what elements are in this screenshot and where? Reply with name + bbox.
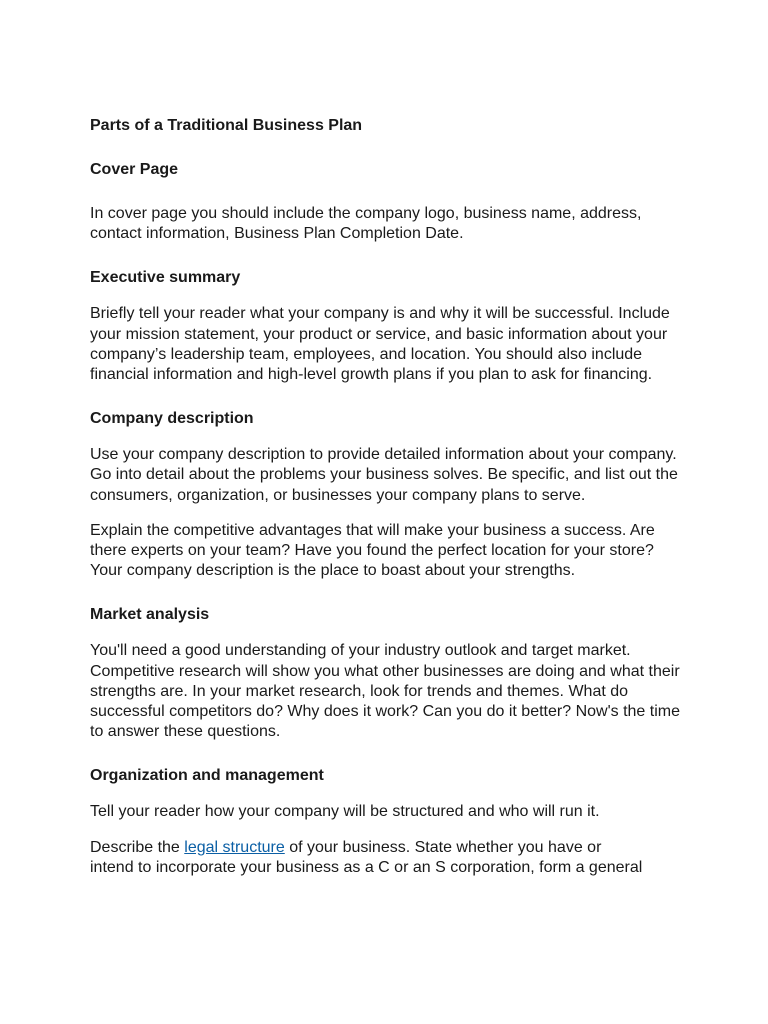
heading-market-analysis: Market analysis bbox=[90, 606, 210, 624]
legal-structure-link[interactable]: legal structure bbox=[184, 838, 285, 856]
paragraph-market-analysis: You'll need a good understanding of your industry outlook and target market. Competitive research will show you what other businesses are doing and what their strengths are. In your market research, look for trends and themes. What do successful competitors do? Why does it work? Can you do it better? Now's the time to answer these questions. bbox=[90, 642, 680, 741]
document-title: Parts of a Traditional Business Plan bbox=[90, 117, 363, 134]
paragraph-organization-2-start: Describe the bbox=[90, 838, 185, 856]
heading-cover-page: Cover Page bbox=[90, 161, 179, 178]
document-body bbox=[90, 116, 682, 878]
paragraph-executive-summary: Briefly tell your reader what your company is and why it will be successful. Include your mission statement, your product or service, and basic information about your company’s leadership team, employees, and location. You should also include financial information and high-level growth plans if you plan to ask for financing. bbox=[90, 305, 670, 384]
heading-organization-management: Organization and management bbox=[90, 767, 324, 785]
paragraph-organization-2 bbox=[90, 838, 682, 878]
paragraph-organization-2-line1-end: of your business. State whether you have or bbox=[284, 838, 602, 856]
heading-executive-summary: Executive summary bbox=[90, 269, 241, 287]
paragraph-organization-1: Tell your reader how your company will be structured and who will run it. bbox=[90, 803, 600, 821]
paragraph-organization-2-line2: intend to incorporate your business as a C or an S corporation, form a general bbox=[90, 858, 643, 876]
paragraph-cover-page: In cover page you should include the company logo, business name, address, contact information, Business Plan Completion Date. bbox=[90, 205, 642, 243]
paragraph-company-description-1: Use your company description to provide detailed information about your company. Go into detail about the problems your business solves. Be specific, and list out the consumers, organization, or businesses your company plans to serve. bbox=[90, 446, 678, 504]
heading-company-description: Company description bbox=[90, 410, 254, 428]
paragraph-company-description-2: Explain the competitive advantages that will make your business a success. Are there experts on your team? Have you found the perfect location for your store? Your company description is the place to boast about your strengths. bbox=[90, 521, 655, 580]
